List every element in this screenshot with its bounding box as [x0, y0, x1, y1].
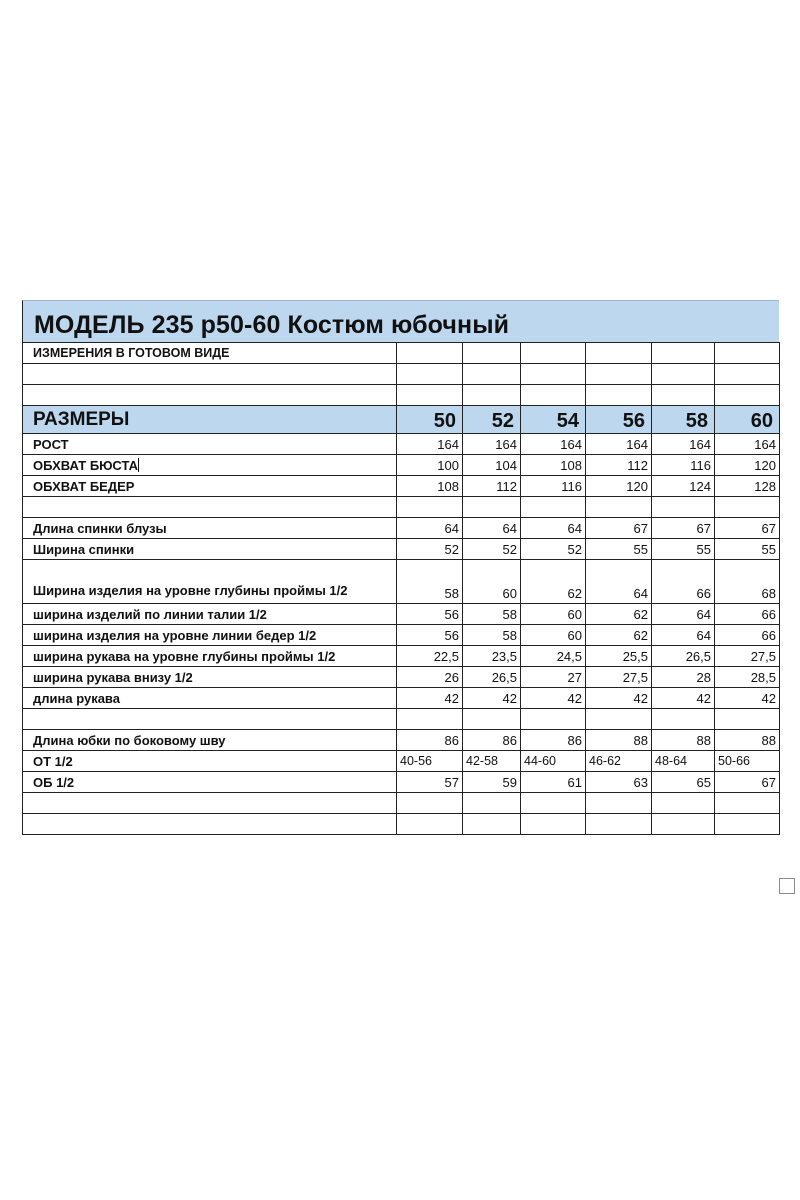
empty-cell: [397, 709, 463, 730]
empty-cell: [521, 814, 586, 835]
value-cell: 64: [586, 560, 652, 604]
row-label: Длина спинки блузы: [23, 518, 397, 539]
sizes-header-row: [23, 406, 780, 434]
row-label: длина рукава: [23, 688, 397, 709]
value-cell: 58: [463, 604, 521, 625]
value-cell: 55: [652, 539, 715, 560]
empty-cell: [463, 385, 521, 406]
empty-cell: [397, 343, 463, 364]
value-cell: 27,5: [586, 667, 652, 688]
empty-cell: [715, 364, 780, 385]
empty-cell: [586, 385, 652, 406]
empty-cell: [463, 814, 521, 835]
empty-cell: [586, 793, 652, 814]
empty-cell: [652, 364, 715, 385]
table-row-empty: [23, 814, 780, 835]
table-row-bust: [23, 455, 780, 476]
value-cell: 59: [463, 772, 521, 793]
size-table: [22, 342, 780, 835]
value-cell: 164: [397, 434, 463, 455]
row-label: ОБ 1/2: [23, 772, 397, 793]
value-cell: 24,5: [521, 646, 586, 667]
empty-cell: [652, 814, 715, 835]
empty-cell: [463, 497, 521, 518]
value-cell: 120: [715, 455, 780, 476]
empty-cell: [586, 814, 652, 835]
table-row: [23, 364, 780, 385]
value-cell: 67: [652, 518, 715, 539]
empty-cell: [521, 497, 586, 518]
value-cell: 66: [652, 560, 715, 604]
table-row-skirt_len: [23, 730, 780, 751]
sizes-label: РАЗМЕРЫ: [23, 406, 397, 434]
size-header: 56: [586, 406, 652, 434]
value-cell: 26,5: [463, 667, 521, 688]
value-cell: 112: [586, 455, 652, 476]
empty-cell: [23, 709, 397, 730]
empty-cell: [397, 793, 463, 814]
value-cell: 88: [715, 730, 780, 751]
value-cell: 28,5: [715, 667, 780, 688]
value-cell: 42-58: [463, 751, 521, 772]
empty-cell: [463, 709, 521, 730]
table-row-empty: [23, 497, 780, 518]
empty-cell: [463, 364, 521, 385]
empty-cell: [521, 709, 586, 730]
row-label: ОБХВАТ БЮСТА: [23, 455, 397, 476]
value-cell: 61: [521, 772, 586, 793]
resize-handle-box: [779, 878, 795, 894]
empty-cell: [23, 793, 397, 814]
value-cell: 57: [397, 772, 463, 793]
value-cell: 46-62: [586, 751, 652, 772]
size-header: 50: [397, 406, 463, 434]
value-cell: 62: [586, 604, 652, 625]
value-cell: 52: [463, 539, 521, 560]
value-cell: 42: [715, 688, 780, 709]
value-cell: 116: [521, 476, 586, 497]
table-row: [23, 385, 780, 406]
value-cell: 67: [586, 518, 652, 539]
value-cell: 64: [652, 604, 715, 625]
row-label: ОТ 1/2: [23, 751, 397, 772]
table-row-hip_w: [23, 625, 780, 646]
value-cell: 48-64: [652, 751, 715, 772]
value-cell: 64: [521, 518, 586, 539]
value-cell: 128: [715, 476, 780, 497]
value-cell: 56: [397, 604, 463, 625]
table-row-empty: [23, 709, 780, 730]
empty-cell: [521, 385, 586, 406]
row-label: ширина рукава внизу 1/2: [23, 667, 397, 688]
value-cell: 100: [397, 455, 463, 476]
value-cell: 64: [397, 518, 463, 539]
value-cell: 55: [715, 539, 780, 560]
value-cell: 67: [715, 518, 780, 539]
size-header: 52: [463, 406, 521, 434]
value-cell: 52: [397, 539, 463, 560]
empty-cell: [586, 343, 652, 364]
value-cell: 67: [715, 772, 780, 793]
empty-cell: [397, 497, 463, 518]
table-row-armhole_w: [23, 560, 780, 604]
row-label: ширина изделия на уровне линии бедер 1/2: [23, 625, 397, 646]
empty-cell: [23, 385, 397, 406]
text-cursor: [138, 458, 139, 472]
value-cell: 60: [521, 625, 586, 646]
empty-cell: [715, 814, 780, 835]
value-cell: 56: [397, 625, 463, 646]
size-chart-sheet: [22, 300, 779, 835]
empty-cell: [23, 364, 397, 385]
value-cell: 22,5: [397, 646, 463, 667]
value-cell: 124: [652, 476, 715, 497]
value-cell: 44-60: [521, 751, 586, 772]
row-label: РОСТ: [23, 434, 397, 455]
empty-cell: [23, 814, 397, 835]
value-cell: 64: [463, 518, 521, 539]
value-cell: 116: [652, 455, 715, 476]
value-cell: 164: [715, 434, 780, 455]
empty-cell: [652, 793, 715, 814]
empty-cell: [397, 364, 463, 385]
size-header: 60: [715, 406, 780, 434]
value-cell: 64: [652, 625, 715, 646]
value-cell: 27: [521, 667, 586, 688]
value-cell: 55: [586, 539, 652, 560]
empty-cell: [586, 497, 652, 518]
value-cell: 42: [652, 688, 715, 709]
value-cell: 104: [463, 455, 521, 476]
table-row-back_len: [23, 518, 780, 539]
empty-cell: [652, 343, 715, 364]
size-header: 54: [521, 406, 586, 434]
value-cell: 26,5: [652, 646, 715, 667]
table-row-height: [23, 434, 780, 455]
table-row-sleeve_armhole: [23, 646, 780, 667]
value-cell: 164: [652, 434, 715, 455]
table-row-ot: [23, 751, 780, 772]
table-row-sleeve_bottom: [23, 667, 780, 688]
empty-cell: [521, 364, 586, 385]
value-cell: 27,5: [715, 646, 780, 667]
value-cell: 62: [521, 560, 586, 604]
table-row-hips: [23, 476, 780, 497]
empty-cell: [715, 793, 780, 814]
table-row-back_w: [23, 539, 780, 560]
value-cell: 108: [521, 455, 586, 476]
value-cell: 108: [397, 476, 463, 497]
table-row: [23, 343, 780, 364]
row-label: ОБХВАТ БЕДЕР: [23, 476, 397, 497]
value-cell: 63: [586, 772, 652, 793]
value-cell: 86: [521, 730, 586, 751]
row-label: ширина изделий по линии талии 1/2: [23, 604, 397, 625]
table-row-sleeve_len: [23, 688, 780, 709]
empty-cell: [652, 497, 715, 518]
row-label: Длина юбки по боковому шву: [23, 730, 397, 751]
empty-cell: [715, 343, 780, 364]
value-cell: 66: [715, 604, 780, 625]
value-cell: 42: [586, 688, 652, 709]
subtitle-cell: ИЗМЕРЕНИЯ В ГОТОВОМ ВИДЕ: [23, 343, 397, 364]
empty-cell: [23, 497, 397, 518]
value-cell: 58: [397, 560, 463, 604]
value-cell: 164: [521, 434, 586, 455]
empty-cell: [652, 709, 715, 730]
empty-cell: [463, 343, 521, 364]
title-bar: [22, 300, 779, 342]
row-label: Ширина спинки: [23, 539, 397, 560]
empty-cell: [715, 709, 780, 730]
page-title: МОДЕЛЬ 235 р50-60 Костюм юбочный: [34, 311, 510, 339]
table-row-empty: [23, 793, 780, 814]
value-cell: 26: [397, 667, 463, 688]
value-cell: 68: [715, 560, 780, 604]
value-cell: 88: [586, 730, 652, 751]
empty-cell: [521, 343, 586, 364]
empty-cell: [397, 814, 463, 835]
row-label: Ширина изделия на уровне глубины проймы 1/2: [23, 560, 397, 604]
empty-cell: [521, 793, 586, 814]
empty-cell: [715, 497, 780, 518]
value-cell: 86: [397, 730, 463, 751]
value-cell: 66: [715, 625, 780, 646]
value-cell: 120: [586, 476, 652, 497]
value-cell: 25,5: [586, 646, 652, 667]
value-cell: 40-56: [397, 751, 463, 772]
empty-cell: [397, 385, 463, 406]
row-label: ширина рукава на уровне глубины проймы 1/2: [23, 646, 397, 667]
value-cell: 58: [463, 625, 521, 646]
value-cell: 65: [652, 772, 715, 793]
value-cell: 112: [463, 476, 521, 497]
size-header: 58: [652, 406, 715, 434]
value-cell: 88: [652, 730, 715, 751]
value-cell: 52: [521, 539, 586, 560]
value-cell: 28: [652, 667, 715, 688]
value-cell: 60: [463, 560, 521, 604]
value-cell: 62: [586, 625, 652, 646]
value-cell: 164: [463, 434, 521, 455]
empty-cell: [586, 709, 652, 730]
value-cell: 164: [586, 434, 652, 455]
empty-cell: [586, 364, 652, 385]
value-cell: 42: [463, 688, 521, 709]
value-cell: 42: [397, 688, 463, 709]
value-cell: 86: [463, 730, 521, 751]
empty-cell: [652, 385, 715, 406]
value-cell: 23,5: [463, 646, 521, 667]
value-cell: 42: [521, 688, 586, 709]
empty-cell: [715, 385, 780, 406]
value-cell: 50-66: [715, 751, 780, 772]
value-cell: 60: [521, 604, 586, 625]
empty-cell: [463, 793, 521, 814]
table-row-waist_w: [23, 604, 780, 625]
table-row-ob: [23, 772, 780, 793]
